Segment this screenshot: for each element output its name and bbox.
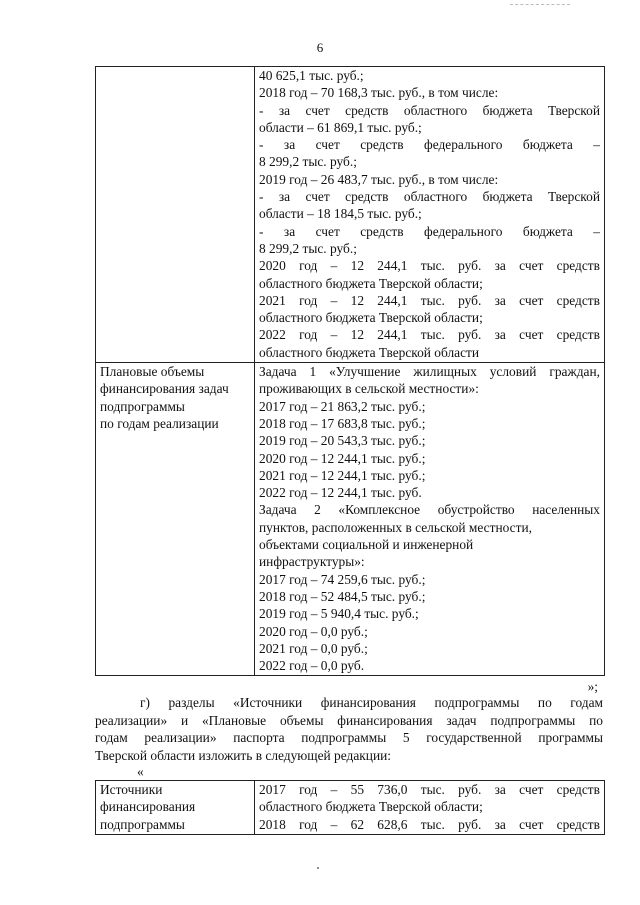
table-cell-funding-sources-label xyxy=(96,781,255,835)
cell-line: Плановые объемы xyxy=(100,364,205,380)
table-cell-left-empty xyxy=(96,67,255,363)
opening-quote: « xyxy=(137,764,144,779)
closing-quote: »; xyxy=(587,679,598,694)
cell-line: 2022 год – 12 244,1 тыс. руб. за счет средств xyxy=(259,327,600,343)
cell-line: области – 18 184,5 тыс. руб.; xyxy=(259,206,422,222)
paragraph-line: Тверской области изложить в следующей редакции: xyxy=(95,747,391,763)
cell-line: - за счет средств областного бюджета Тверской xyxy=(259,102,600,118)
cell-line: 2019 год – 26 483,7 тыс. руб., в том числе: xyxy=(259,171,499,187)
passport-table-new xyxy=(95,780,605,835)
cell-line: - за счет средств федерального бюджета – xyxy=(259,223,600,239)
cell-line: областного бюджета Тверской области xyxy=(259,344,480,360)
passport-table-continued xyxy=(95,66,605,676)
cell-line: 8 299,2 тыс. руб.; xyxy=(259,240,357,256)
cell-line: 2021 год – 12 244,1 тыс. руб. за счет средств xyxy=(259,292,600,308)
scan-speck xyxy=(317,867,319,869)
cell-line: - за счет средств федерального бюджета – xyxy=(259,137,600,153)
cell-line: 2017 год – 74 259,6 тыс. руб.; xyxy=(259,571,426,587)
table-row xyxy=(96,781,605,835)
cell-line: области – 61 869,1 тыс. руб.; xyxy=(259,119,422,135)
page-number: 6 xyxy=(316,40,324,55)
cell-line: 2017 год – 55 736,0 тыс. руб. за счет средств xyxy=(259,782,600,797)
cell-line: 2022 год – 12 244,1 тыс. руб. xyxy=(259,485,422,501)
paragraph-line: годам реализации» паспорта подпрограммы 5 государственной программы xyxy=(95,730,603,746)
cell-line: 2021 год – 12 244,1 тыс. руб.; xyxy=(259,467,426,483)
cell-line: 2017 год – 21 863,2 тыс. руб.; xyxy=(259,398,426,414)
cell-line: Источники xyxy=(100,782,163,797)
cell-line: 2020 год – 0,0 руб.; xyxy=(259,623,368,639)
cell-line: финансирования xyxy=(100,799,196,815)
table-cell-funding-sources xyxy=(255,781,605,835)
table-row xyxy=(96,67,605,363)
table-row xyxy=(96,363,605,676)
cell-line: 2018 год – 70 168,3 тыс. руб., в том числе: xyxy=(259,85,499,101)
scan-artifact xyxy=(510,4,570,7)
cell-line: пунктов, расположенных в сельской местности, xyxy=(259,519,532,535)
table-cell-planned-volumes xyxy=(255,363,605,676)
cell-line: 40 625,1 тыс. руб.; xyxy=(259,68,364,83)
cell-line: 2018 год – 52 484,5 тыс. руб.; xyxy=(259,588,426,604)
paragraph-line: г) разделы «Источники финансирования подпрограммы по годам xyxy=(140,695,603,710)
cell-line: 2020 год – 12 244,1 тыс. руб.; xyxy=(259,450,426,466)
paragraph-line: реализации» и «Плановые объемы финансирования задач подпрограммы по xyxy=(95,712,603,728)
table-cell-funding-sources xyxy=(255,67,605,363)
cell-line: 8 299,2 тыс. руб.; xyxy=(259,154,357,170)
cell-line: 2020 год – 12 244,1 тыс. руб. за счет средств xyxy=(259,258,600,274)
cell-line: Задача 2 «Комплексное обустройство населенных xyxy=(259,502,600,518)
cell-line: 2022 год – 0,0 руб. xyxy=(259,658,365,674)
cell-line: инфраструктуры»: xyxy=(259,554,365,570)
cell-line: областного бюджета Тверской области; xyxy=(259,799,483,815)
cell-line: проживающих в сельской местности»: xyxy=(259,381,479,397)
table-cell-planned-volumes-label xyxy=(96,363,255,676)
cell-line: 2018 год – 17 683,8 тыс. руб.; xyxy=(259,415,426,431)
cell-line: финансирования задач xyxy=(100,381,229,397)
cell-lines xyxy=(259,67,600,361)
cell-line: 2019 год – 20 543,3 тыс. руб.; xyxy=(259,433,426,449)
cell-line: - за счет средств областного бюджета Тверской xyxy=(259,189,600,205)
cell-line: Задача 1 «Улучшение жилищных условий граждан, xyxy=(259,364,600,380)
cell-line: 2021 год – 0,0 руб.; xyxy=(259,640,368,656)
cell-line: 2019 год – 5 940,4 тыс. руб.; xyxy=(259,606,419,622)
cell-line: по годам реализации xyxy=(100,415,219,431)
cell-line: 2018 год – 62 628,6 тыс. руб. за счет средств xyxy=(259,816,600,832)
cell-line: подпрограммы xyxy=(100,816,185,832)
cell-line: областного бюджета Тверской области; xyxy=(259,310,483,326)
cell-line: объектами социальной и инженерной xyxy=(259,537,474,553)
cell-line: областного бюджета Тверской области; xyxy=(259,275,483,291)
cell-line: подпрограммы xyxy=(100,398,185,414)
amendment-paragraph xyxy=(95,694,603,764)
